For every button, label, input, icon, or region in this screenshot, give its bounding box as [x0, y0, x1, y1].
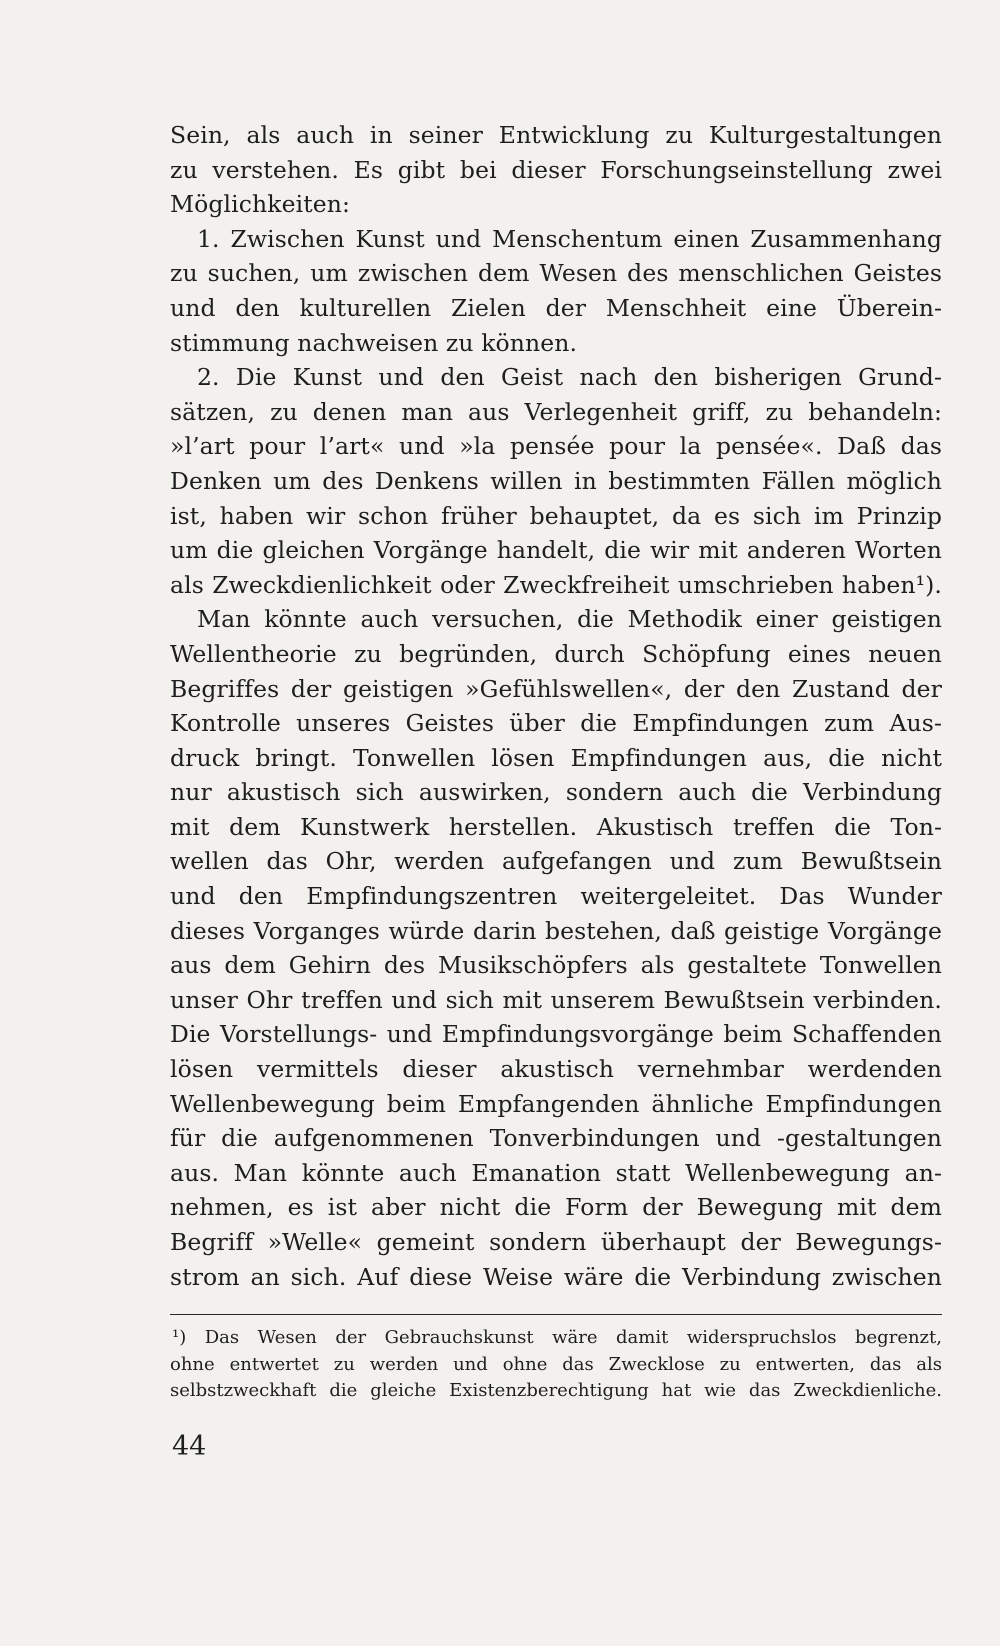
body-line: unser Ohr treffen und sich mit unserem Bewußtsein verbinden. — [170, 985, 942, 1014]
body-line: nur akustisch sich auswirken, sondern auch die Verbindung — [170, 778, 942, 807]
body-line: 2. Die Kunst und den Geist nach den bisherigen Grund- — [197, 363, 942, 392]
footnote-line: selbstzweckhaft die gleiche Existenzberechtigung hat wie das Zweckdienliche. — [170, 1380, 942, 1401]
body-line: um die gleichen Vorgänge handelt, die wir mit anderen Worten — [170, 536, 942, 565]
body-line: zu suchen, um zwischen dem Wesen des menschlichen Geistes — [170, 259, 942, 288]
body-line: 1. Zwischen Kunst und Menschentum einen Zusammenhang — [197, 224, 942, 253]
body-line: und den kulturellen Zielen der Menschheit eine Überein- — [170, 293, 942, 322]
body-line: wellen das Ohr, werden aufgefangen und zum Bewußtsein — [170, 847, 942, 876]
body-line: für die aufgenommenen Tonverbindungen und -gestaltungen — [170, 1124, 942, 1153]
body-line: und den Empfindungszentren weitergeleitet. Das Wunder — [170, 882, 942, 911]
body-line: als Zweckdienlichkeit oder Zweckfreiheit umschrieben haben¹). — [170, 570, 942, 599]
body-line: Die Vorstellungs- und Empfindungsvorgänge beim Schaffenden — [170, 1020, 942, 1049]
body-line: aus dem Gehirn des Musikschöpfers als gestaltete Tonwellen — [170, 951, 942, 980]
footnote-line: ¹) Das Wesen der Gebrauchskunst wäre damit widerspruchslos begrenzt, — [172, 1327, 942, 1348]
body-text — [170, 118, 942, 1294]
body-line: Wellenbewegung beim Empfangenden ähnliche Empfindungen — [170, 1089, 942, 1118]
body-line: Begriffes der geistigen »Gefühlswellen«, der den Zustand der — [170, 674, 942, 703]
body-line: strom an sich. Auf diese Weise wäre die Verbindung zwischen — [170, 1262, 942, 1291]
body-line: druck bringt. Tonwellen lösen Empfindungen aus, die nicht — [170, 743, 942, 772]
body-line: nehmen, es ist aber nicht die Form der Bewegung mit dem — [170, 1193, 942, 1222]
body-line: Begriff »Welle« gemeint sondern überhaupt der Bewegungs- — [170, 1228, 942, 1256]
footnotes — [170, 1325, 942, 1405]
body-line: stimmung nachweisen zu können. — [170, 328, 578, 357]
body-line: mit dem Kunstwerk herstellen. Akustisch treffen die Ton- — [170, 812, 942, 841]
body-line: »l’art pour l’art« und »la pensée pour la pensée«. Daß das — [170, 432, 942, 461]
footnote-rule — [170, 1314, 942, 1315]
body-line: Man könnte auch versuchen, die Methodik einer geistigen — [197, 605, 942, 634]
body-line: dieses Vorganges würde darin bestehen, daß geistige Vorgänge — [170, 916, 942, 945]
body-line: zu verstehen. Es gibt bei dieser Forschungseinstellung zwei — [170, 155, 942, 184]
body-line: Sein, als auch in seiner Entwicklung zu Kulturgestaltungen — [170, 121, 942, 149]
body-line: sätzen, zu denen man aus Verlegenheit griff, zu behandeln: — [170, 397, 942, 426]
body-line: Wellentheorie zu begründen, durch Schöpfung eines neuen — [170, 639, 942, 668]
page-number: 44 — [172, 1431, 207, 1462]
body-line: ist, haben wir schon früher behauptet, da es sich im Prinzip — [170, 501, 942, 530]
body-line: lösen vermittels dieser akustisch vernehmbar werdenden — [170, 1055, 942, 1084]
body-line: Kontrolle unseres Geistes über die Empfindungen zum Aus- — [170, 709, 942, 738]
body-line: Möglichkeiten: — [170, 190, 351, 219]
footnote-line: ohne entwertet zu werden und ohne das Zwecklose zu entwerten, das als — [170, 1353, 942, 1375]
body-line: aus. Man könnte auch Emanation statt Wellenbewegung an- — [170, 1158, 942, 1187]
body-line: Denken um des Denkens willen in bestimmten Fällen möglich — [170, 466, 942, 495]
